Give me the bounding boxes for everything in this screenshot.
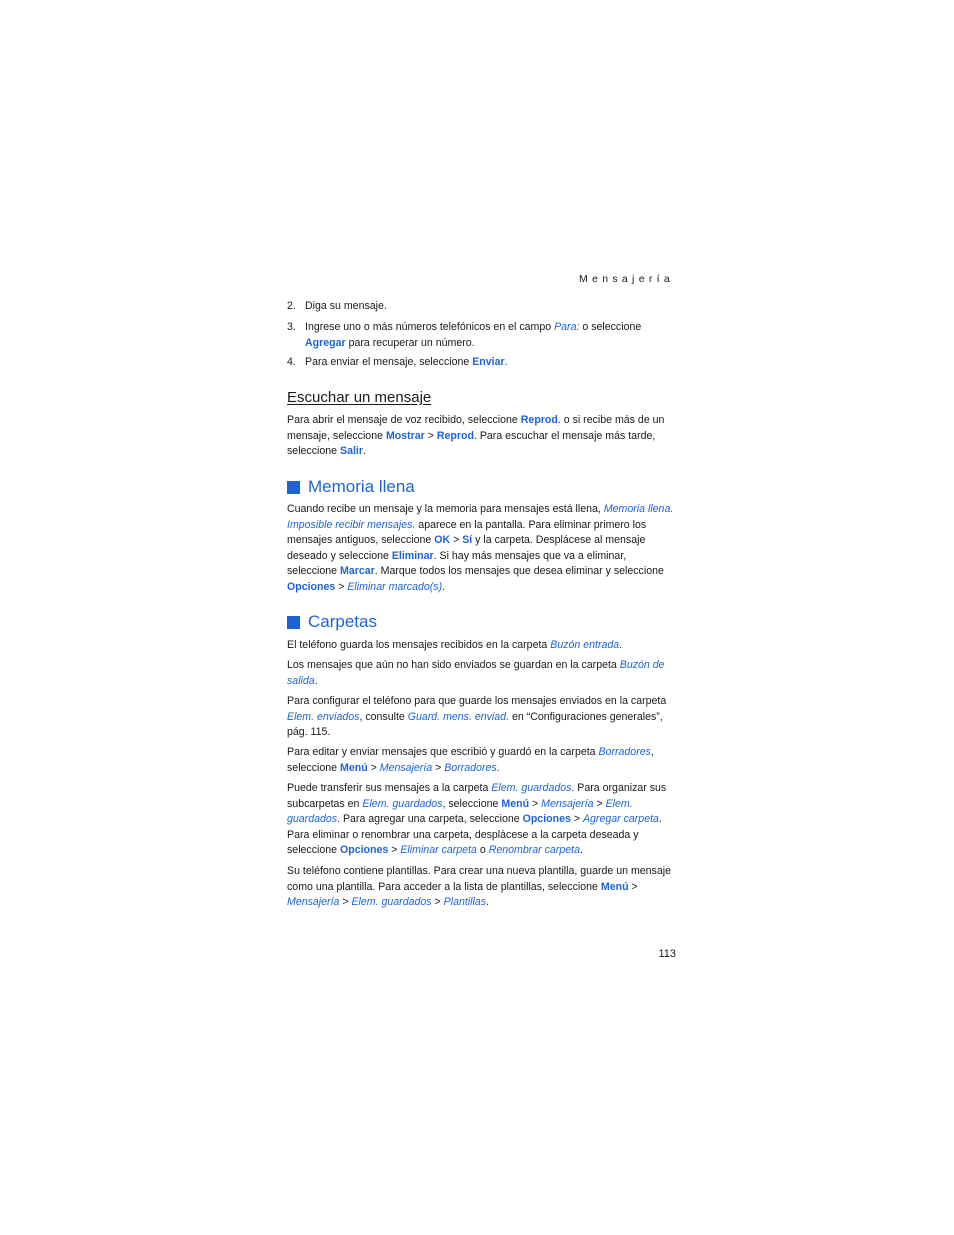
text-run: Puede transferir sus mensajes a la carpeta: [287, 782, 492, 794]
menu-command: Reprod: [436, 429, 474, 442]
paragraph: [287, 638, 679, 654]
text-run: . Marque todos los mensajes que desea eliminar y seleccione: [374, 565, 664, 577]
ui-term: Eliminar marcado(s): [347, 580, 443, 593]
text-run: >: [628, 880, 638, 893]
square-bullet-icon: [287, 481, 300, 494]
menu-command: OK: [434, 534, 451, 546]
section-subheading: Escuchar un mensaje: [287, 389, 432, 406]
text-run: . Si hay más mensajes que va a eliminar, seleccione: [287, 549, 627, 577]
menu-command: Enviar: [472, 356, 505, 368]
menu-command: Marcar: [340, 565, 375, 577]
ui-term: Elem. guardados: [491, 782, 572, 794]
section-title: Carpetas: [308, 612, 377, 631]
text-run: Para editar y enviar mensajes que escribió y guardó en la carpeta: [287, 746, 599, 758]
paragraph: [287, 781, 679, 859]
text-run: en “Configuraciones generales”, pág. 115.: [287, 710, 663, 738]
text-run: . Para eliminar o renombrar una carpeta, desplácese a la carpeta deseada y seleccione: [287, 813, 662, 856]
ui-term: Para:: [554, 321, 580, 333]
text-run: >: [529, 797, 542, 810]
ui-term: Buzón de salida: [287, 659, 665, 687]
ui-term: Elem. guardados: [351, 896, 432, 908]
section-title: Memoria llena: [308, 477, 415, 496]
text-run: o: [476, 844, 489, 856]
text-run: .: [496, 761, 500, 774]
page-number: 113: [658, 948, 676, 960]
ui-term: Agregar carpeta: [582, 813, 659, 825]
text-run: . Para escuchar el mensaje más tarde, seleccione: [287, 429, 656, 457]
list-text: [305, 299, 677, 315]
text-run: .: [362, 445, 366, 457]
ui-term: Eliminar carpeta: [400, 844, 477, 856]
text-run: >: [339, 896, 352, 908]
text-run: Diga su mensaje.: [305, 300, 387, 312]
ui-term: Borradores: [444, 761, 497, 774]
text-run: .: [619, 639, 623, 651]
text-run: o seleccione: [579, 321, 642, 333]
paragraph: [287, 745, 679, 776]
text-run: . o si recibe más de un mensaje, seleccione: [287, 414, 665, 442]
text-run: .: [442, 580, 446, 593]
menu-command: Menú: [600, 880, 629, 893]
text-run: .: [486, 896, 490, 908]
ui-term: Elem. guardados: [287, 797, 633, 825]
running-header: Mensajería: [579, 273, 674, 285]
text-run: para recuperar un número.: [345, 336, 475, 349]
menu-command: Salir: [340, 445, 363, 457]
text-run: .: [504, 356, 508, 368]
text-run: Para configurar el teléfono para que guarde los mensajes enviados en la carpeta: [287, 695, 667, 707]
menu-command: Agregar: [305, 336, 346, 349]
menu-command: Menú: [501, 797, 530, 810]
text-run: >: [367, 761, 380, 774]
text-run: .: [579, 844, 583, 856]
text-run: >: [593, 797, 606, 810]
paragraph: [287, 658, 679, 689]
menu-command: Sí: [462, 534, 473, 546]
paragraph: [287, 413, 679, 460]
ui-term: Elem. guardados: [362, 797, 443, 810]
ui-term: Mensajería: [379, 761, 433, 774]
ui-term: Buzón entrada: [550, 639, 620, 651]
menu-command: Opciones: [340, 844, 389, 856]
paragraph: [287, 694, 679, 741]
text-run: Cuando recibe un mensaje y la memoria para mensajes está llena,: [287, 503, 604, 515]
text-run: , consulte: [359, 710, 408, 723]
text-run: Su teléfono contiene plantillas. Para crear una nueva plantilla, guarde un mensaje como una plantilla. Para acceder a la lista de plantillas, seleccione: [287, 865, 671, 893]
ui-term: Memoria llena. Imposible recibir mensajes.: [287, 503, 674, 531]
section-heading: [287, 612, 377, 632]
menu-command: Menú: [340, 761, 368, 774]
text-run: Los mensajes que aún no han sido enviados se guardan en la carpeta: [287, 659, 620, 671]
text-run: aparece en la pantalla. Para eliminar primero los mensajes antiguos, seleccione: [287, 518, 647, 546]
menu-command: Opciones: [522, 813, 571, 825]
paragraph: [287, 502, 679, 595]
list-text: [305, 320, 677, 351]
text-run: Para abrir el mensaje de voz recibido, seleccione: [287, 414, 521, 426]
ui-term: Mensajería: [541, 797, 594, 810]
text-run: El teléfono guarda los mensajes recibidos en la carpeta: [287, 639, 551, 651]
text-run: >: [431, 896, 444, 908]
text-run: . Para agregar una carpeta, seleccione: [337, 813, 523, 825]
ui-term: Mensajería: [287, 896, 340, 908]
text-run: .: [314, 674, 318, 687]
menu-command: Reprod: [520, 414, 558, 426]
menu-command: Mostrar: [385, 429, 425, 442]
ui-term: Plantillas: [443, 896, 487, 908]
list-number: 3.: [287, 321, 296, 333]
ui-term: Elem. enviados: [287, 710, 360, 723]
text-run: >: [432, 761, 445, 774]
text-run: Para enviar el mensaje, seleccione: [305, 356, 473, 368]
paragraph: [287, 864, 679, 911]
text-run: >: [450, 534, 463, 546]
text-run: . Para organizar sus subcarpetas en: [287, 782, 667, 810]
text-run: >: [424, 429, 437, 442]
text-run: Ingrese uno o más números telefónicos en el campo: [305, 321, 555, 333]
ui-term: Guard. mens. enviad.: [407, 710, 510, 723]
list-number: 2.: [287, 300, 296, 312]
text-run: y la carpeta. Desplácese al mensaje deseado y seleccione: [287, 534, 646, 562]
text-run: >: [570, 813, 583, 825]
text-run: , seleccione: [287, 746, 654, 774]
list-number: 4.: [287, 356, 296, 368]
section-heading: [287, 477, 415, 497]
menu-command: Eliminar: [391, 549, 434, 562]
ui-term: Renombrar carpeta: [488, 844, 580, 856]
menu-command: Opciones: [287, 580, 336, 593]
square-bullet-icon: [287, 616, 300, 629]
text-run: >: [335, 580, 348, 593]
list-text: [305, 355, 677, 371]
text-run: >: [388, 844, 401, 856]
text-run: , seleccione: [442, 797, 502, 810]
ui-term: Borradores: [598, 746, 651, 758]
